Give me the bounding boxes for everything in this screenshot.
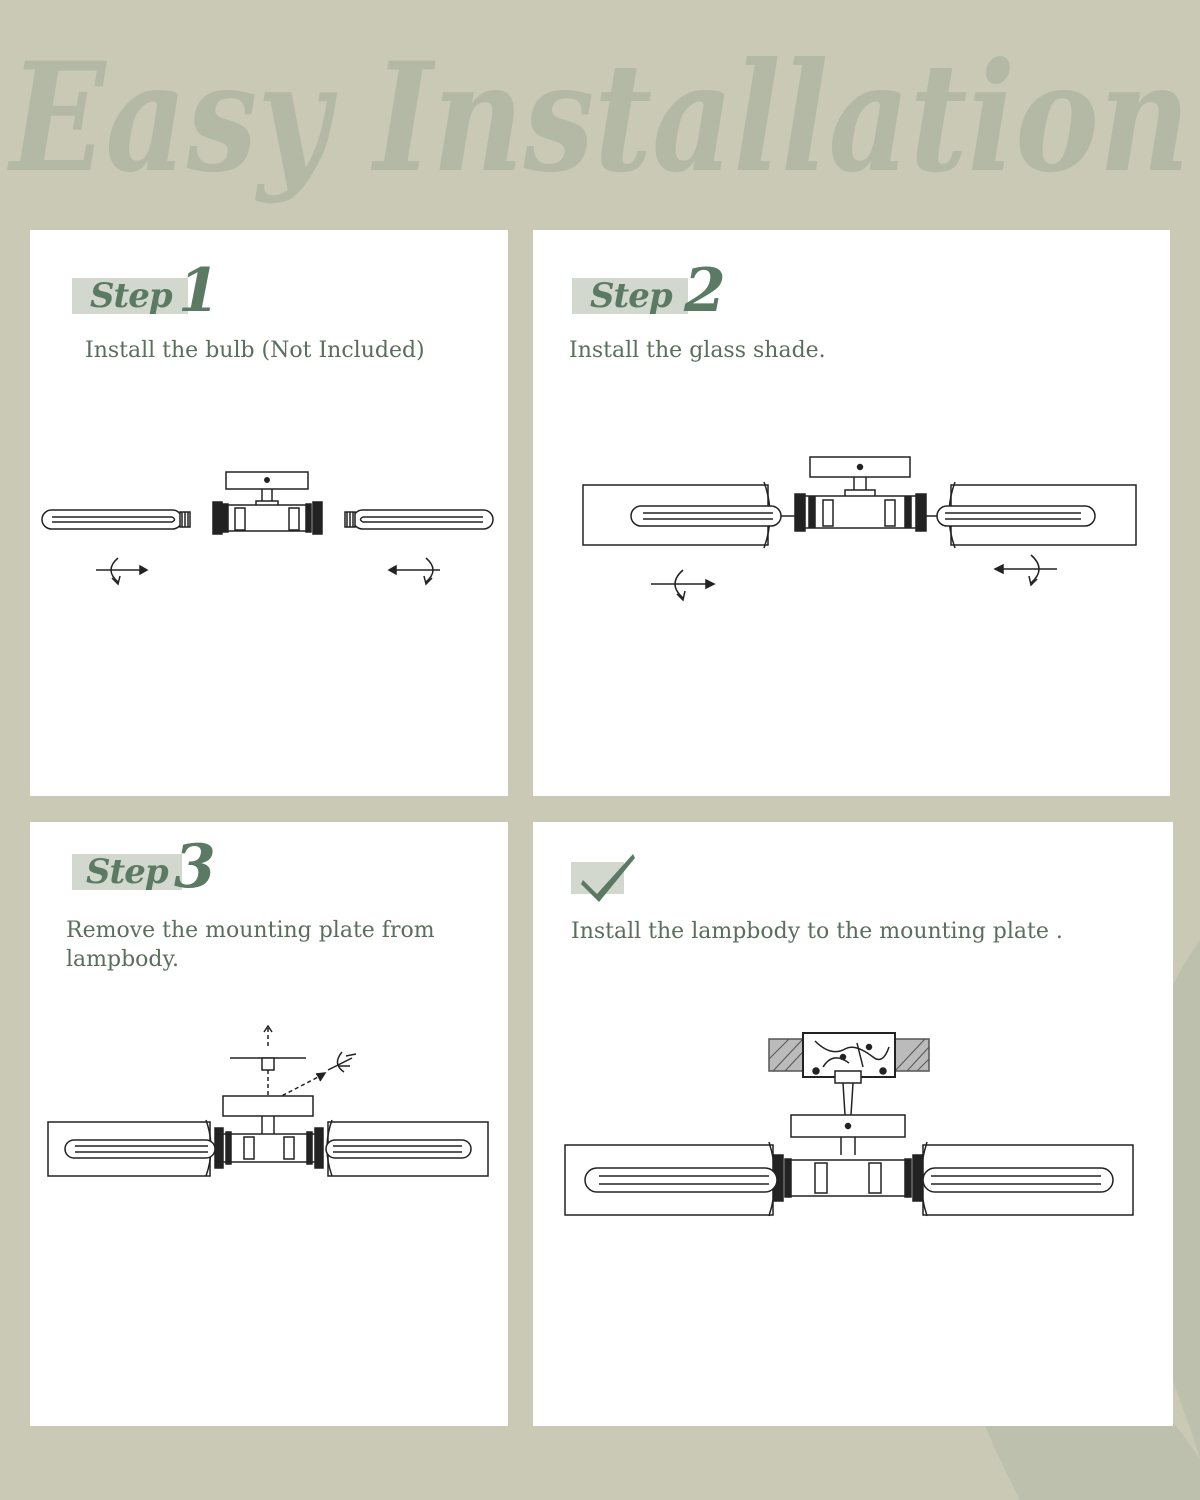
step-label: Step [90, 276, 172, 316]
bulb-install-diagram [30, 460, 508, 600]
step-2-tag [572, 256, 726, 326]
shade-install-diagram [533, 450, 1170, 630]
step-2-instruction: Install the glass shade. [569, 338, 826, 363]
step-label: Step [86, 852, 168, 892]
lampbody-mount-diagram [533, 1027, 1173, 1227]
checkmark-tag [571, 862, 624, 894]
instruction-line: Remove the mounting plate from [66, 918, 435, 943]
step-1-tag [72, 256, 220, 326]
step-2-panel [533, 230, 1170, 796]
step-3-panel [30, 822, 508, 1426]
step-number: 1 [178, 256, 220, 326]
final-step-instruction: Install the lampbody to the mounting plate . [571, 919, 1063, 944]
step-label: Step [590, 276, 672, 316]
step-1-instruction: Install the bulb (Not Included) [85, 338, 425, 363]
checkmark-icon [575, 846, 645, 906]
step-1-panel [30, 230, 508, 796]
step-number: 2 [684, 256, 726, 326]
mounting-plate-diagram [30, 1022, 508, 1192]
step-3-tag [72, 832, 216, 902]
step-number: 3 [174, 832, 216, 902]
headline-text: Easy Installation [6, 30, 1190, 206]
final-step-panel [533, 822, 1173, 1426]
headline [0, 20, 1200, 220]
instruction-line: lampbody. [66, 947, 180, 972]
step-3-instruction [66, 916, 435, 974]
